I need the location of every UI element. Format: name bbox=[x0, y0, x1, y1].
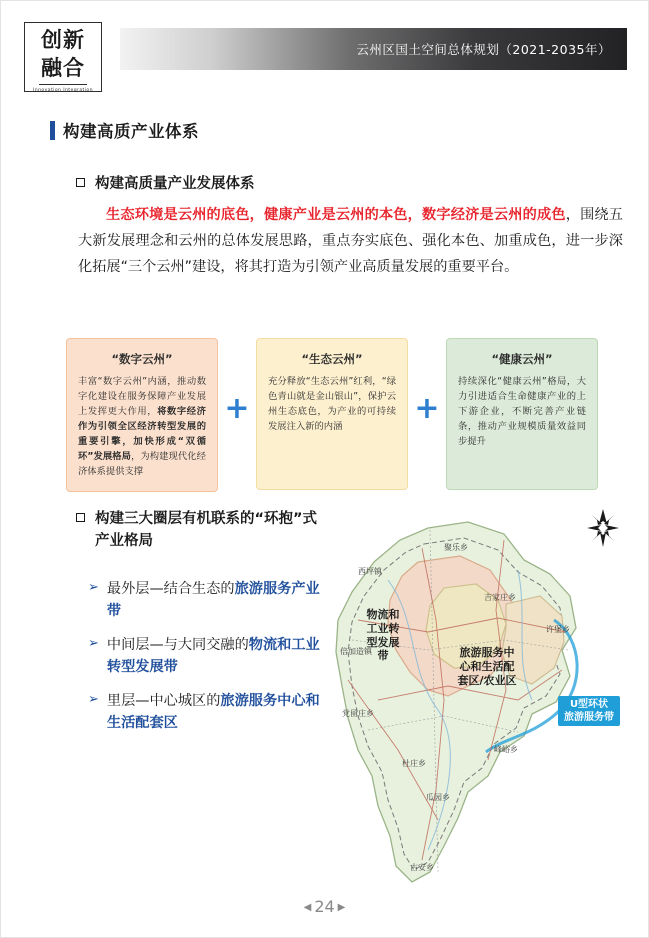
concept-box-digital-body bbox=[78, 374, 206, 479]
map-place-label: 峰峪乡 bbox=[494, 745, 518, 754]
section-title-row bbox=[50, 118, 199, 142]
sub-heading-1-label: 构建高质量产业发展体系 bbox=[95, 176, 255, 192]
logo-line-2: 融合 bbox=[41, 56, 85, 81]
concept-digital-text-bold: 将数字经济作为引领全区经济转型发展的重要引擎，加快形成“双循环”发展格局 bbox=[78, 406, 206, 463]
section-accent-bar bbox=[50, 121, 55, 140]
map-place-label: 许堡乡 bbox=[546, 625, 570, 634]
list-item bbox=[88, 578, 333, 623]
bullet-list bbox=[88, 578, 333, 746]
page-footer bbox=[0, 897, 649, 916]
concept-box-row bbox=[66, 338, 616, 492]
page-title: 构建高质产业体系 bbox=[63, 122, 199, 141]
bullet-1-text bbox=[107, 578, 333, 623]
sub-heading-2-label: 构建三大圈层有机联系的“环抱”式产业格局 bbox=[95, 511, 318, 550]
arrow-bullet-icon: ➢ bbox=[88, 580, 99, 595]
list-item bbox=[88, 634, 333, 679]
concept-box-ecology-body: 充分释放“生态云州”红利，“绿色青山就是金山银山”，保护云州生态底色，为产业的可持续发展注入新的内涵 bbox=[268, 376, 396, 433]
concept-box-health-title: “健康云州” bbox=[491, 352, 553, 366]
bullet-3-text bbox=[107, 690, 333, 735]
logo-divider bbox=[39, 84, 87, 85]
page-header bbox=[0, 0, 649, 100]
concept-box-digital bbox=[66, 338, 218, 492]
header-title: 云州区国土空间总体规划（2021-2035年） bbox=[356, 42, 611, 57]
sub-heading-1 bbox=[76, 172, 255, 193]
paragraph-red-text: 生态环境是云州的底色，健康产业是云州的本色，数字经济是云州的成色 bbox=[106, 207, 566, 223]
bullet-1-highlight: 旅游服务产业带 bbox=[106, 581, 320, 620]
page-number: 24 bbox=[314, 897, 335, 916]
map-svg bbox=[318, 500, 628, 890]
bullet-1-prefix: 最外层—结合生态的 bbox=[106, 581, 235, 597]
next-page-marker[interactable]: ▶ bbox=[337, 902, 346, 913]
square-bullet-icon bbox=[76, 178, 85, 187]
concept-box-ecology bbox=[256, 338, 408, 490]
sub-heading-2 bbox=[76, 508, 326, 553]
logo-en-text: Innovation Integration bbox=[33, 87, 93, 93]
bullet-2-highlight: 物流和工业转型发展带 bbox=[106, 636, 320, 676]
plus-icon-1: + bbox=[224, 391, 250, 426]
square-bullet-icon-2 bbox=[76, 513, 85, 522]
map-place-label: 党留庄乡 bbox=[342, 709, 374, 718]
map-place-label: 古安乡 bbox=[410, 863, 434, 872]
bullet-3-prefix: 里层—中心城区的 bbox=[106, 692, 221, 709]
concept-digital-text-2: ，为构建现代化经济体系提供支撑 bbox=[78, 451, 206, 478]
body-paragraph bbox=[78, 203, 623, 281]
concept-box-digital-title: “数字云州” bbox=[111, 352, 173, 366]
region-map bbox=[318, 500, 628, 890]
map-place-label: 杜庄乡 bbox=[402, 759, 426, 768]
concept-box-ecology-title: “生态云州” bbox=[301, 352, 363, 366]
concept-digital-text-1: 丰富“数字云州”内涵，推动数字化建设在服务保障产业发展上发挥更大作用， bbox=[78, 376, 206, 418]
arrow-bullet-icon: ➢ bbox=[88, 635, 99, 651]
map-zone-label-industry: 物流和 工业转 型发展 带 bbox=[366, 608, 400, 663]
bullet-2-text bbox=[107, 634, 333, 679]
prev-page-marker[interactable]: ◀ bbox=[303, 902, 312, 913]
list-item bbox=[88, 690, 333, 735]
map-place-label: 瓜园乡 bbox=[426, 793, 450, 802]
bullet-2-prefix: 中间层—与大同交融的 bbox=[106, 636, 249, 653]
map-place-label: 聚乐乡 bbox=[444, 543, 468, 552]
map-place-label: 倍加造镇 bbox=[340, 647, 372, 656]
paragraph-rest-text: ，围绕五大新发展理念和云州的总体发展思路，重点夯实底色、强化本色、加重成色，进一步深化拓展“三个云州”建设，将其打造为引领产业高质量发展的重要平台。 bbox=[78, 207, 623, 275]
arrow-bullet-icon: ➢ bbox=[88, 691, 99, 707]
map-place-label: 吉家庄乡 bbox=[484, 593, 516, 602]
plus-icon-2: + bbox=[414, 391, 440, 426]
compass-icon bbox=[586, 508, 620, 548]
logo-line-1: 创新 bbox=[41, 28, 85, 52]
logo bbox=[24, 22, 102, 92]
concept-box-health bbox=[446, 338, 598, 490]
concept-box-health-body: 持续深化“健康云州”格局，大力引进适合生命健康产业的上下游企业，不断完善产业链条，推动产业规模质量效益同步提升 bbox=[458, 376, 586, 448]
bullet-3-highlight: 旅游服务中心和生活配套区 bbox=[106, 692, 320, 732]
map-zone-label-core: 旅游服务中 心和生活配 套区/农业区 bbox=[457, 646, 517, 687]
map-place-label: 西坪镇 bbox=[358, 567, 382, 576]
map-badge-u-belt: U型环状 旅游服务带 bbox=[558, 696, 620, 726]
